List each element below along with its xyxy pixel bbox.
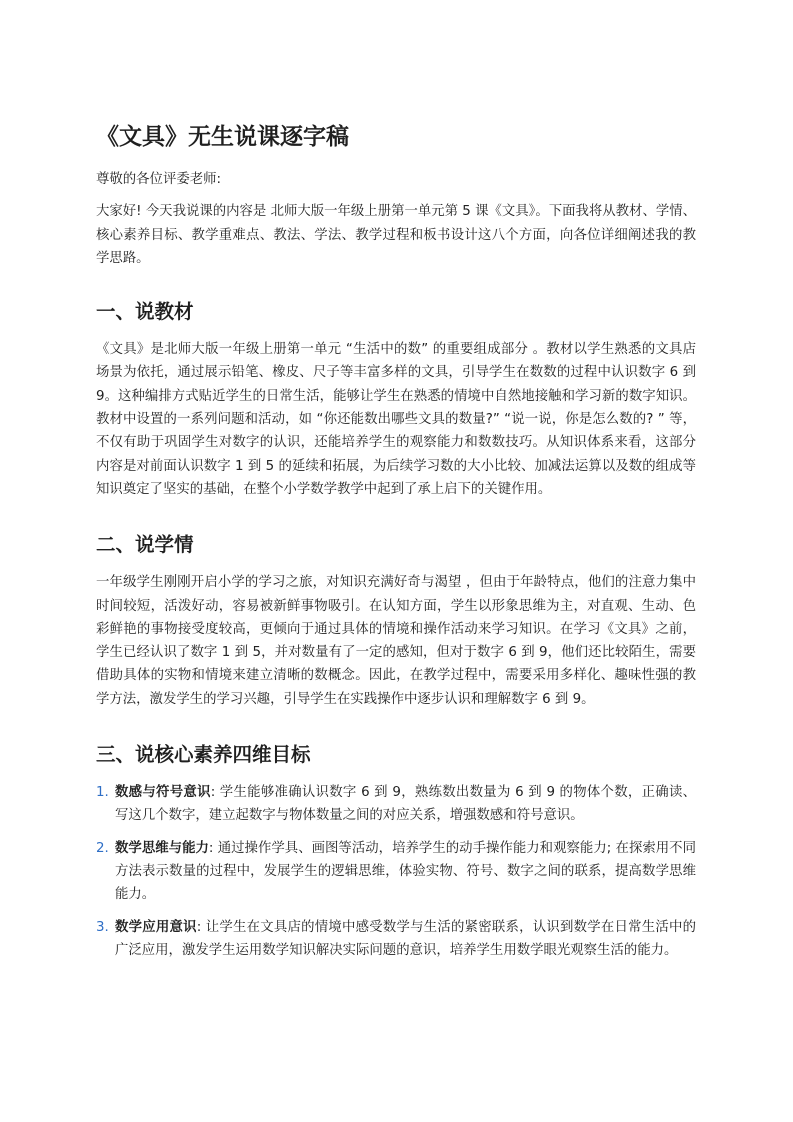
section-textbook bbox=[96, 298, 696, 501]
goal-item bbox=[96, 781, 696, 828]
greeting-text: 尊敬的各位评委老师: bbox=[96, 172, 222, 187]
section-heading-goals: 三、说核心素养四维目标 bbox=[96, 743, 311, 767]
section-text-textbook: 《文具》是北师大版一年级上册第一单元 “生活中的数” 的重要组成部分 。教材以学生熟悉的文具店场景为依托，通过展示铅笔、橡皮、尺子等丰富多样的文具，引导学生在数数的过程中认识数字 6 到 9。这种编排方式贴近学生的日常生活，能够让学生在熟悉的情境中自然地接触和学习新的数字知识。教材中设置的一系列问题和活动，如 “你还能数出哪些文具的数量?” “说一说，你是怎么数的? ” 等，不仅有助于巩固学生对数字的认识，还能培养学生的观察能力和数数技巧。从知识体系来看，这部分内容是对前面认识数字 1 到 5 的延续和拓展，为后续学习数的大小比较、加减法运算以及数的组成等知识奠定了坚实的基础，在整个小学数学教学中起到了承上启下的关键作用。 bbox=[96, 342, 696, 497]
goal-item bbox=[96, 916, 696, 963]
goal-term: 数感与符号意识 bbox=[115, 785, 211, 801]
goal-text: : 让学生在文具店的情境中感受数学与生活的紧密联系，认识到数学在日常生活中的广泛应用，激发学生运用数学知识解决实际问题的意识，培养学生用数学眼光观察生活的能力。 bbox=[115, 919, 697, 958]
goal-text: : 学生能够准确认识数字 6 到 9，熟练数出数量为 6 到 9 的物体个数，正确读、写这几个数字，建立起数字与物体数量之间的对应关系，增强数感和符号意识。 bbox=[115, 785, 697, 824]
goal-number: 2. bbox=[96, 840, 109, 856]
section-heading-students: 二、说学情 bbox=[96, 533, 194, 557]
goal-text: : 通过操作学具、画图等活动，培养学生的动手操作能力和观察能力; 在探索用不同方法表示数量的过程中，发展学生的逻辑思维，体验实物、符号、数字之间的联系，提高数学思维能力。 bbox=[115, 840, 696, 903]
goal-number: 1. bbox=[96, 785, 109, 801]
goals-list bbox=[96, 781, 696, 962]
section-heading-textbook: 一、说教材 bbox=[96, 300, 194, 324]
goal-term: 数学思维与能力 bbox=[115, 840, 209, 856]
section-text-students: 一年级学生刚刚开启小学的学习之旅，对知识充满好奇与渴望 ，但由于年龄特点，他们的注意力集中时间较短，活泼好动，容易被新鲜事物吸引。在认知方面，学生以形象思维为主，对直观、生动、色彩鲜艳的事物接受度较高，更倾向于通过具体的情境和操作活动来学习知识。在学习《文具》之前，学生已经认识了数字 1 到 5，并对数量有了一定的感知，但对于数字 6 到 9，他们还比较陌生，需要借助具体的实物和情境来建立清晰的数概念。因此，在教学过程中，需要采用多样化、趣味性强的教学方法，激发学生的学习兴趣，引导学生在实践操作中逐步认识和理解数字 6 到 9。 bbox=[96, 575, 696, 707]
section-goals bbox=[96, 741, 696, 962]
goal-item bbox=[96, 837, 696, 907]
intro-paragraph: 大家好! 今天我说课的内容是 北师大版一年级上册第一单元第 5 课《文具》。下面我将从教材、学情、核心素养目标、教学重难点、教法、学法、教学过程和板书设计这八个方面，向各位详细阐述我的教学思路。 bbox=[96, 204, 697, 266]
page-title: 《文具》无生说课逐字稿 bbox=[96, 124, 349, 150]
goal-term: 数学应用意识 bbox=[115, 919, 197, 935]
document-page bbox=[96, 120, 696, 971]
goal-number: 3. bbox=[96, 919, 109, 935]
section-students bbox=[96, 531, 696, 711]
